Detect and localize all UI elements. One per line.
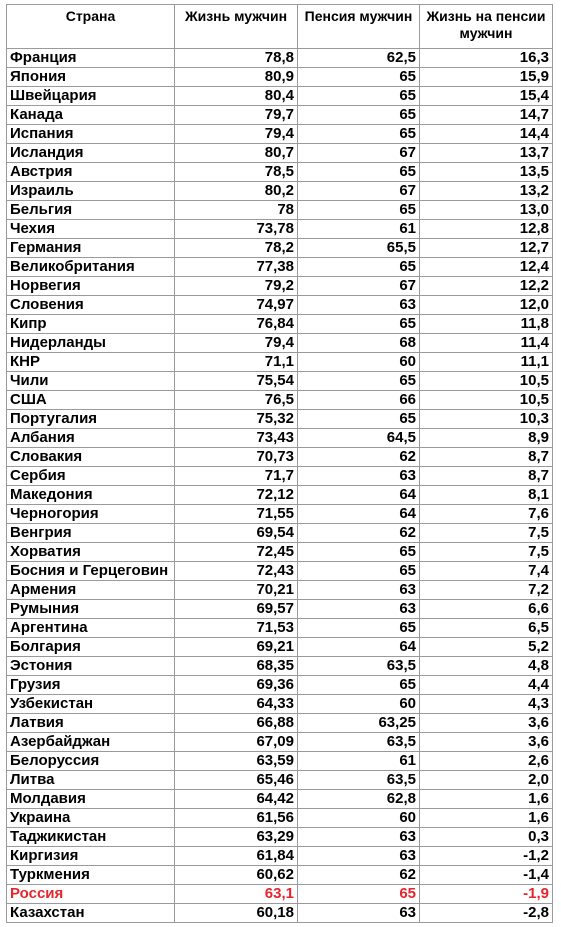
cell-life-on-pension: 8,9 — [420, 429, 553, 448]
cell-male-life: 80,7 — [175, 144, 298, 163]
table-row — [7, 125, 553, 144]
cell-country: Словакия — [7, 448, 175, 467]
cell-male-life: 80,4 — [175, 87, 298, 106]
table-row — [7, 657, 553, 676]
table-row — [7, 562, 553, 581]
cell-life-on-pension: 10,5 — [420, 391, 553, 410]
cell-male-life: 61,56 — [175, 809, 298, 828]
cell-life-on-pension: 4,3 — [420, 695, 553, 714]
table-row — [7, 353, 553, 372]
cell-male-life: 79,4 — [175, 334, 298, 353]
cell-life-on-pension: 6,6 — [420, 600, 553, 619]
cell-country: Словения — [7, 296, 175, 315]
cell-country: Молдавия — [7, 790, 175, 809]
cell-country: Австрия — [7, 163, 175, 182]
cell-male-pension: 65 — [298, 106, 420, 125]
cell-male-pension: 60 — [298, 809, 420, 828]
cell-country: Нидерланды — [7, 334, 175, 353]
cell-life-on-pension: 4,4 — [420, 676, 553, 695]
cell-country: Таджикистан — [7, 828, 175, 847]
cell-male-life: 63,59 — [175, 752, 298, 771]
cell-country: Исландия — [7, 144, 175, 163]
cell-life-on-pension: 13,2 — [420, 182, 553, 201]
cell-male-life: 65,46 — [175, 771, 298, 790]
cell-life-on-pension: 7,5 — [420, 524, 553, 543]
header-life-on-pension: Жизнь на пенсии мужчин — [420, 5, 553, 49]
cell-male-pension: 62 — [298, 866, 420, 885]
table-row — [7, 676, 553, 695]
cell-country: Испания — [7, 125, 175, 144]
cell-life-on-pension: -2,8 — [420, 904, 553, 923]
cell-country: Аргентина — [7, 619, 175, 638]
table-row — [7, 410, 553, 429]
cell-male-life: 72,45 — [175, 543, 298, 562]
table-row — [7, 543, 553, 562]
cell-male-pension: 62 — [298, 524, 420, 543]
table-row — [7, 296, 553, 315]
cell-male-life: 71,55 — [175, 505, 298, 524]
cell-life-on-pension: 5,2 — [420, 638, 553, 657]
table-row — [7, 581, 553, 600]
table-row — [7, 467, 553, 486]
cell-life-on-pension: 7,5 — [420, 543, 553, 562]
table-row — [7, 600, 553, 619]
cell-life-on-pension: 0,3 — [420, 828, 553, 847]
cell-life-on-pension: 16,3 — [420, 49, 553, 68]
cell-life-on-pension: 3,6 — [420, 733, 553, 752]
cell-male-pension: 65,5 — [298, 239, 420, 258]
table-row — [7, 790, 553, 809]
cell-male-pension: 62,8 — [298, 790, 420, 809]
cell-male-pension: 67 — [298, 144, 420, 163]
cell-male-pension: 68 — [298, 334, 420, 353]
cell-country: Болгария — [7, 638, 175, 657]
cell-male-pension: 65 — [298, 87, 420, 106]
header-country: Страна — [7, 5, 175, 49]
cell-male-life: 76,84 — [175, 315, 298, 334]
cell-male-pension: 60 — [298, 695, 420, 714]
table-row — [7, 904, 553, 923]
cell-country: Албания — [7, 429, 175, 448]
cell-life-on-pension: 12,0 — [420, 296, 553, 315]
cell-life-on-pension: 12,2 — [420, 277, 553, 296]
cell-male-life: 72,12 — [175, 486, 298, 505]
cell-country: Украина — [7, 809, 175, 828]
table-row — [7, 524, 553, 543]
cell-male-life: 80,9 — [175, 68, 298, 87]
cell-life-on-pension: 7,4 — [420, 562, 553, 581]
cell-life-on-pension: 15,4 — [420, 87, 553, 106]
cell-life-on-pension: -1,2 — [420, 847, 553, 866]
cell-male-pension: 62,5 — [298, 49, 420, 68]
cell-male-life: 69,54 — [175, 524, 298, 543]
cell-male-life: 66,88 — [175, 714, 298, 733]
cell-male-pension: 64,5 — [298, 429, 420, 448]
cell-male-pension: 63,5 — [298, 771, 420, 790]
cell-male-life: 79,2 — [175, 277, 298, 296]
cell-life-on-pension: 13,5 — [420, 163, 553, 182]
cell-male-life: 64,33 — [175, 695, 298, 714]
cell-country: КНР — [7, 353, 175, 372]
table-row — [7, 315, 553, 334]
table-row — [7, 277, 553, 296]
cell-male-pension: 65 — [298, 562, 420, 581]
cell-country: Швейцария — [7, 87, 175, 106]
cell-male-pension: 60 — [298, 353, 420, 372]
cell-country: Босния и Герцеговин — [7, 562, 175, 581]
cell-life-on-pension: 11,8 — [420, 315, 553, 334]
cell-country: Киргизия — [7, 847, 175, 866]
cell-life-on-pension: 3,6 — [420, 714, 553, 733]
cell-country: Азербайджан — [7, 733, 175, 752]
cell-male-pension: 63 — [298, 904, 420, 923]
table-row — [7, 258, 553, 277]
cell-male-life: 70,73 — [175, 448, 298, 467]
cell-country: Белоруссия — [7, 752, 175, 771]
cell-life-on-pension: 14,7 — [420, 106, 553, 125]
cell-male-life: 78,8 — [175, 49, 298, 68]
cell-life-on-pension: -1,4 — [420, 866, 553, 885]
cell-country: Казахстан — [7, 904, 175, 923]
cell-male-life: 79,7 — [175, 106, 298, 125]
table-row — [7, 68, 553, 87]
table-row — [7, 847, 553, 866]
cell-life-on-pension: 11,1 — [420, 353, 553, 372]
cell-male-life: 77,38 — [175, 258, 298, 277]
cell-male-pension: 64 — [298, 486, 420, 505]
table-row — [7, 486, 553, 505]
cell-male-pension: 63 — [298, 600, 420, 619]
cell-country: Венгрия — [7, 524, 175, 543]
cell-male-pension: 64 — [298, 638, 420, 657]
cell-country: Эстония — [7, 657, 175, 676]
cell-life-on-pension: 7,6 — [420, 505, 553, 524]
cell-male-life: 78,5 — [175, 163, 298, 182]
table-row — [7, 505, 553, 524]
table-row — [7, 163, 553, 182]
cell-country: Великобритания — [7, 258, 175, 277]
table-row — [7, 49, 553, 68]
table-row — [7, 771, 553, 790]
cell-male-pension: 65 — [298, 410, 420, 429]
cell-male-life: 78 — [175, 201, 298, 220]
cell-country: Хорватия — [7, 543, 175, 562]
cell-country: Узбекистан — [7, 695, 175, 714]
table-row — [7, 239, 553, 258]
cell-male-pension: 67 — [298, 182, 420, 201]
cell-country: Израиль — [7, 182, 175, 201]
cell-male-pension: 65 — [298, 163, 420, 182]
cell-country: Грузия — [7, 676, 175, 695]
cell-male-life: 73,78 — [175, 220, 298, 239]
cell-life-on-pension: 12,7 — [420, 239, 553, 258]
cell-male-life: 63,29 — [175, 828, 298, 847]
cell-male-pension: 66 — [298, 391, 420, 410]
table-row — [7, 220, 553, 239]
life-expectancy-table — [6, 4, 553, 923]
cell-life-on-pension: 8,1 — [420, 486, 553, 505]
cell-male-life: 78,2 — [175, 239, 298, 258]
table-body — [7, 49, 553, 923]
cell-life-on-pension: 8,7 — [420, 448, 553, 467]
cell-male-pension: 65 — [298, 619, 420, 638]
cell-country: Румыния — [7, 600, 175, 619]
cell-life-on-pension: 8,7 — [420, 467, 553, 486]
table-row — [7, 182, 553, 201]
cell-country: Македония — [7, 486, 175, 505]
cell-male-life: 71,1 — [175, 353, 298, 372]
cell-male-life: 68,35 — [175, 657, 298, 676]
cell-male-life: 64,42 — [175, 790, 298, 809]
table-row — [7, 695, 553, 714]
cell-male-pension: 63,5 — [298, 733, 420, 752]
table-row — [7, 828, 553, 847]
table-row — [7, 372, 553, 391]
cell-male-pension: 63,5 — [298, 657, 420, 676]
header-male-pension: Пенсия мужчин — [298, 5, 420, 49]
header-male-life: Жизнь мужчин — [175, 5, 298, 49]
cell-country: Чили — [7, 372, 175, 391]
cell-life-on-pension: 13,7 — [420, 144, 553, 163]
cell-life-on-pension: 13,0 — [420, 201, 553, 220]
table-row — [7, 809, 553, 828]
cell-male-life: 63,1 — [175, 885, 298, 904]
cell-male-life: 61,84 — [175, 847, 298, 866]
table-row — [7, 866, 553, 885]
cell-country: Сербия — [7, 467, 175, 486]
cell-male-life: 71,53 — [175, 619, 298, 638]
cell-country: Черногория — [7, 505, 175, 524]
cell-male-pension: 65 — [298, 676, 420, 695]
cell-male-pension: 65 — [298, 543, 420, 562]
cell-country: Туркмения — [7, 866, 175, 885]
cell-life-on-pension: 10,5 — [420, 372, 553, 391]
cell-country: Япония — [7, 68, 175, 87]
cell-male-life: 69,57 — [175, 600, 298, 619]
cell-life-on-pension: 1,6 — [420, 809, 553, 828]
cell-male-pension: 65 — [298, 885, 420, 904]
table-row — [7, 752, 553, 771]
cell-country: Чехия — [7, 220, 175, 239]
cell-male-life: 60,62 — [175, 866, 298, 885]
cell-male-pension: 63 — [298, 581, 420, 600]
cell-male-pension: 61 — [298, 752, 420, 771]
cell-country: Германия — [7, 239, 175, 258]
cell-male-life: 75,32 — [175, 410, 298, 429]
table-row — [7, 429, 553, 448]
cell-country: Норвегия — [7, 277, 175, 296]
cell-male-life: 80,2 — [175, 182, 298, 201]
cell-male-pension: 64 — [298, 505, 420, 524]
table-row — [7, 87, 553, 106]
cell-life-on-pension: 12,8 — [420, 220, 553, 239]
cell-life-on-pension: 7,2 — [420, 581, 553, 600]
cell-male-pension: 61 — [298, 220, 420, 239]
cell-country: Кипр — [7, 315, 175, 334]
cell-male-pension: 63 — [298, 296, 420, 315]
cell-country: Россия — [7, 885, 175, 904]
cell-male-life: 73,43 — [175, 429, 298, 448]
cell-country: Португалия — [7, 410, 175, 429]
cell-male-pension: 65 — [298, 68, 420, 87]
cell-country: Армения — [7, 581, 175, 600]
cell-country: США — [7, 391, 175, 410]
cell-male-life: 79,4 — [175, 125, 298, 144]
cell-country: Канада — [7, 106, 175, 125]
cell-male-life: 76,5 — [175, 391, 298, 410]
cell-country: Латвия — [7, 714, 175, 733]
table-row — [7, 714, 553, 733]
table-row — [7, 391, 553, 410]
table-row — [7, 106, 553, 125]
table-row — [7, 619, 553, 638]
cell-life-on-pension: 4,8 — [420, 657, 553, 676]
cell-male-pension: 63 — [298, 847, 420, 866]
cell-life-on-pension: 1,6 — [420, 790, 553, 809]
table-row — [7, 201, 553, 220]
cell-male-pension: 63 — [298, 467, 420, 486]
cell-country: Литва — [7, 771, 175, 790]
cell-life-on-pension: 14,4 — [420, 125, 553, 144]
cell-male-life: 74,97 — [175, 296, 298, 315]
cell-male-life: 75,54 — [175, 372, 298, 391]
cell-life-on-pension: 10,3 — [420, 410, 553, 429]
cell-life-on-pension: 2,6 — [420, 752, 553, 771]
cell-male-pension: 65 — [298, 125, 420, 144]
cell-male-life: 69,21 — [175, 638, 298, 657]
cell-male-pension: 63,25 — [298, 714, 420, 733]
cell-male-life: 72,43 — [175, 562, 298, 581]
cell-male-life: 71,7 — [175, 467, 298, 486]
cell-life-on-pension: 11,4 — [420, 334, 553, 353]
table-row — [7, 733, 553, 752]
table-row — [7, 334, 553, 353]
table-row — [7, 144, 553, 163]
cell-male-life: 69,36 — [175, 676, 298, 695]
table-row — [7, 448, 553, 467]
cell-male-pension: 62 — [298, 448, 420, 467]
cell-male-pension: 63 — [298, 828, 420, 847]
table-row — [7, 885, 553, 904]
cell-male-life: 60,18 — [175, 904, 298, 923]
cell-male-pension: 65 — [298, 315, 420, 334]
cell-male-pension: 67 — [298, 277, 420, 296]
table-header-row — [7, 5, 553, 49]
cell-country: Бельгия — [7, 201, 175, 220]
cell-male-pension: 65 — [298, 201, 420, 220]
cell-life-on-pension: 15,9 — [420, 68, 553, 87]
cell-male-pension: 65 — [298, 258, 420, 277]
cell-country: Франция — [7, 49, 175, 68]
cell-life-on-pension: 2,0 — [420, 771, 553, 790]
cell-male-pension: 65 — [298, 372, 420, 391]
cell-male-life: 67,09 — [175, 733, 298, 752]
cell-life-on-pension: -1,9 — [420, 885, 553, 904]
cell-life-on-pension: 12,4 — [420, 258, 553, 277]
cell-life-on-pension: 6,5 — [420, 619, 553, 638]
table-row — [7, 638, 553, 657]
cell-male-life: 70,21 — [175, 581, 298, 600]
